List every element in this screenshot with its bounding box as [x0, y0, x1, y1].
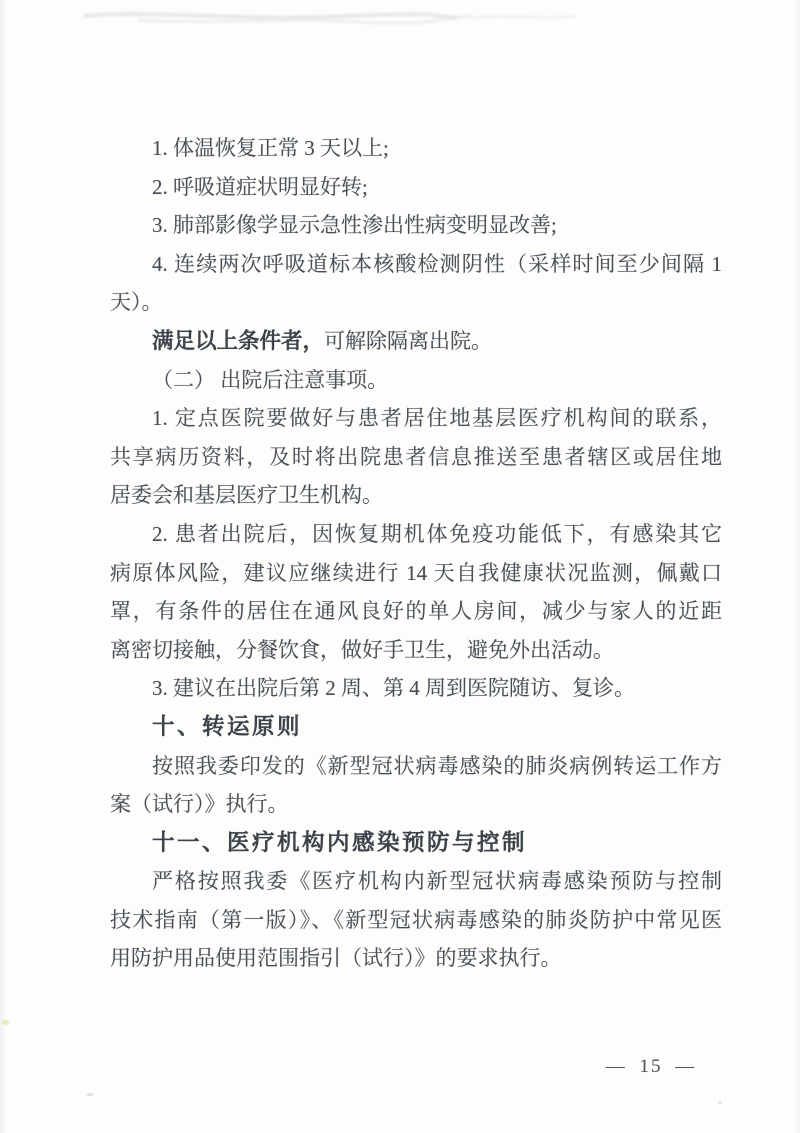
- text-line: 用防护用品使用范围指引（试行）》的要求执行。: [110, 946, 562, 971]
- text-line: 3. 肺部影像学显示急性渗出性病变明显改善;: [152, 213, 557, 238]
- text-line: 共享病历资料，及时将出院患者信息推送至患者辖区或居住地: [110, 444, 722, 469]
- text-line-segment: 可解除隔离出院。: [324, 328, 493, 353]
- section-heading: 十、转运原则: [152, 713, 303, 739]
- scan-edge-shadow-left: [0, 0, 7, 1133]
- text-line: 1. 定点医院要做好与患者居住地基层医疗机构间的联系，: [152, 406, 722, 431]
- text-line: 天）。: [110, 290, 163, 315]
- scan-speck: [86, 1093, 94, 1096]
- text-line: [110, 322, 722, 361]
- scan-speck: [2, 1020, 9, 1025]
- text-line: 病原体风险，建议应继续进行 14 天自我健康状况监测，佩戴口: [110, 560, 722, 585]
- scan-speck: [718, 1101, 722, 1104]
- text-line: 技术指南（第一版）》、《新型冠状病毒感染的肺炎防护中常见医: [110, 907, 722, 932]
- text-line: 2. 患者出院后，因恢复期机体免疫功能低下，有感染其它: [152, 521, 722, 546]
- text-line: 1. 体温恢复正常 3 天以上;: [152, 136, 389, 160]
- scan-smudge-top: [0, 0, 700, 40]
- text-line: 3. 建议在出院后第 2 周、第 4 周到医院随访、复诊。: [152, 676, 635, 701]
- document-text: [110, 129, 722, 978]
- text-line: 案（试行）》执行。: [110, 792, 289, 817]
- bold-lead-text: 满足以上条件者，: [152, 328, 325, 353]
- text-line: 4. 连续两次呼吸道标本核酸检测阴性（采样时间至少间隔 1: [152, 251, 722, 276]
- text-line: 离密切接触，分餐饮食，做好手卫生，避免外出活动。: [110, 637, 614, 662]
- page-number: — 15 —: [605, 1056, 697, 1077]
- text-line: 罩，有条件的居住在通风良好的单人房间，减少与家人的近距: [110, 599, 722, 624]
- section-heading: 十一、医疗机构内感染预防与控制: [152, 829, 528, 855]
- text-line: 按照我委印发的《新型冠状病毒感染的肺炎病例转运工作方: [152, 753, 722, 778]
- text-line: （二） 出院后注意事项。: [152, 367, 389, 392]
- text-line: 严格按照我委《医疗机构内新型冠状病毒感染预防与控制: [152, 869, 722, 894]
- scan-edge-shadow-right: [794, 0, 800, 1133]
- text-line: 居委会和基层医疗卫生机构。: [110, 483, 383, 508]
- text-line: 2. 呼吸道症状明显好转;: [152, 174, 368, 199]
